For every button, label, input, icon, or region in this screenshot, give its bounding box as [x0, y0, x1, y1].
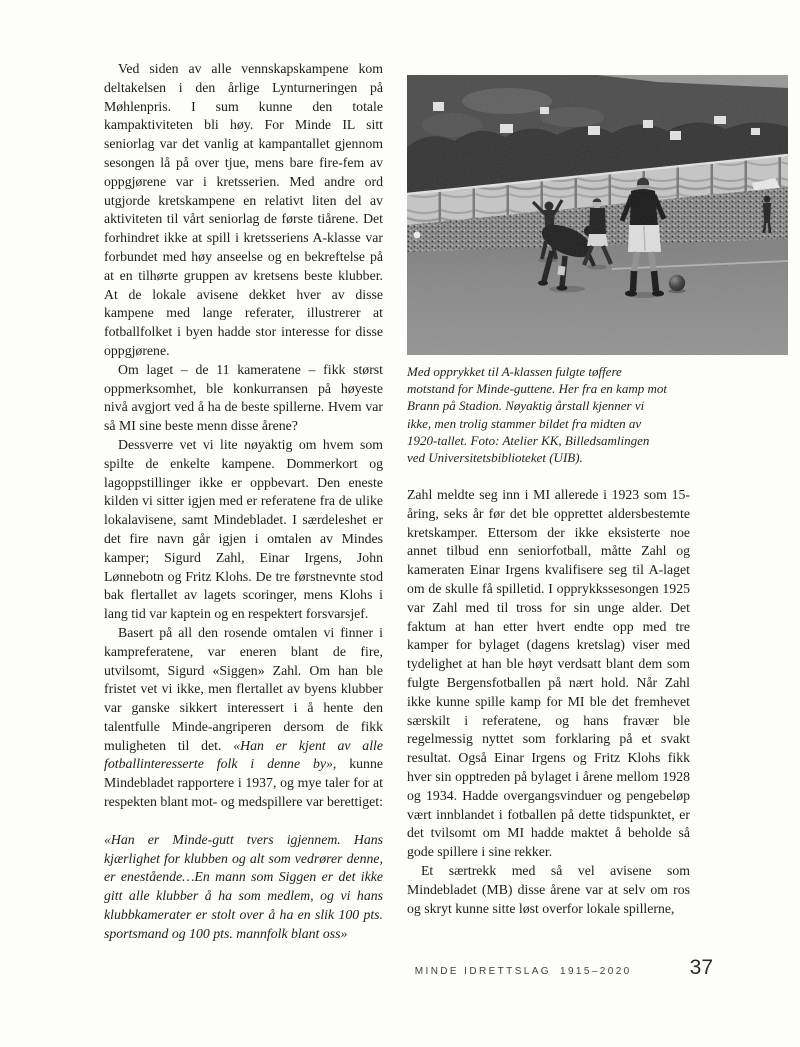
page-number: 37: [689, 956, 713, 979]
running-title: [415, 966, 632, 977]
photo-grain-overlay: [407, 75, 788, 355]
block-quote: «Han er Minde-gutt tvers igjennem. Hans kjærlighet for klubben og alt som vedrører denne, er enestående…En mann som Siggen er det ikke gitt alle klubber å ha som medlem, og vi hans klubbkamerater er stolt over å ha en slik 100 pts. sportsmand og 100 pts. mannfolk blant oss»: [104, 831, 383, 941]
paragraph: Ved siden av alle vennskapskampene kom deltakelsen i den årlige Lynturneringen på Møhlenpris. I sum kunne den totale kampaktiviteten bli høy. For Minde IL sitt seniorlag var det vanlig at kampantallet gjennom sesongen lå på over tjue, mens bare fire-fem av oppgjørene var i kretsserien. Med andre ord utgjorde kretskampene en relativt liten del av aktiviteten til vårt seniorlag de første tiårene. Det forhindret ikke at spill i kretsseriens A-klasse var forbundet med høy anseelse og en bekreftelse på at en tilhørte gruppen av kretsens beste klubber. At de lokale avisene dekket hver av disse kampene med lange referater, illustrerer at fotballfolket i byen hadde stor interesse for disse oppgjørene.: [104, 61, 383, 358]
paragraph: Zahl meldte seg inn i MI allerede i 1923 som 15-åring, seks år før det ble opprettet aldersbestemte kretskamper. Ettersom der ikke eksisterte noe annet tilbud enn seniorfotball, måtte Zahl og kameraten Einar Irgens kvalifisere seg til A-laget om de skulle få spilletid. I opprykkssesongen 1925 var Zahl med til tross for sin unge alder. Det faktum at han etter hvert endte opp med tre kamper for bylaget (dagens kretslag) viser med tydelighet at han ble høyt verdsatt blant dem som fulgte Bergensfotballen på nært hold. Når Zahl ikke kunne spille kamp for MI ble det fremhevet særskilt i referatene, og hans fravær ble regelmessig nyttet som forklaring på et svakt resultat. Også Einar Irgens og Fritz Klohs fikk hver sin opptreden på bylaget i årene mellom 1928 og 1934. Hadde overgangsvinduer og pengebeløp vært innblandet i fotballen på dette tidspunktet, er det tvilsomt om MI hadde maktet å beholde så gode spillere i sine rekker.: [407, 487, 690, 860]
page-footer: [415, 956, 713, 980]
paragraph: Basert på all den rosende omtalen vi finner i kampreferatene, var eneren blant de fire, utvilsomt, Sigurd «Siggen» Zahl. Om han ble fristet vet vi ikke, men flertallet av byens klubber var ganske sikkert interessert i å hente den talentfulle Minde-angriperen dersom de fikk muligheten til det. «Han er kjent av alle fotballinteresserte folk i denne by», kunne Mindebladet rapportere i 1937, og mye taler for at respekten blant mot- og medspillere var berettiget:: [104, 624, 383, 810]
paragraph: Om laget – de 11 kameratene – fikk størst oppmerksomhet, ble konkurransen på høyeste nivå avgjort ved å ha de beste spillerne. Hvem var så MI sine beste menn disse årene?: [104, 361, 383, 434]
football-match-photo-art: [407, 75, 788, 355]
paragraph: Dessverre vet vi lite nøyaktig om hvem som spilte de enkelte kampene. Dommerkort og lagoppstillinger ikke er oppbevart. Den eneste kilden vi sitter igjen med er referatene fra de ulike lokalavisene, samt Mindebladet. I særdeleshet er det fire navn går igjen i omtalen av Mindes kamper; Sigurd Zahl, Einar Irgens, John Lønnebotn og Fritz Klohs. De tre førstnevnte stod bak flertallet av lagets scoringer, mens Klohs i lang tid var kaptein og en respektert forsvarsjef.: [104, 436, 383, 622]
paragraph: Et særtrekk med så vel avisene som Mindebladet (MB) disse årene var at selv om ros og skryt kunne sitte løst overfor lokale spillerne,: [407, 862, 690, 916]
football-match-photo: [407, 75, 788, 355]
running-title-years: 1915–2020: [559, 966, 632, 977]
running-title-book: MINDE IDRETTSLAG: [414, 966, 551, 977]
right-text-column: [407, 486, 690, 918]
left-text-column: [104, 60, 383, 944]
photo-caption: Med opprykket til A-klassen fulgte tøffere motstand for Minde-guttene. Her fra en kamp mot Brann på Stadion. Nøyaktig årstall kjenner vi ikke, men trolig stammer bildet fra midten av 1920-tallet. Foto: Atelier KK, Billedsamlingen ved Universitetsbiblioteket (UIB).: [407, 364, 667, 466]
